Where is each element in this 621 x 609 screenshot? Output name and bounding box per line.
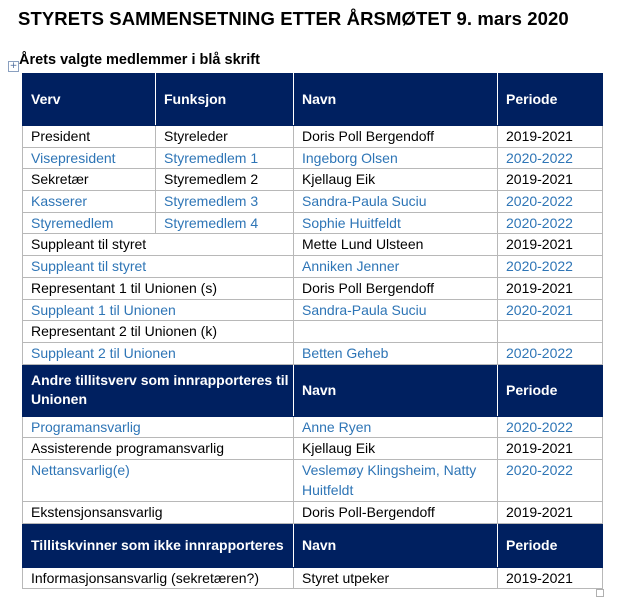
- cell-navn[interactable]: [294, 321, 498, 343]
- cell-verv[interactable]: Informasjonsansvarlig (sekretæren?): [23, 567, 294, 589]
- board-table: [22, 73, 603, 589]
- cell-funksjon[interactable]: Styreleder: [156, 126, 294, 148]
- cell-periode[interactable]: [498, 321, 603, 343]
- cell-verv[interactable]: Suppleant 2 til Unionen: [23, 342, 294, 364]
- cell-verv[interactable]: Suppleant til styret: [23, 256, 294, 278]
- header-other-roles: Andre tillitsverv som innrapporteres til Unionen: [23, 364, 294, 416]
- cell-periode[interactable]: 2020-2022: [498, 191, 603, 213]
- cell-periode[interactable]: 2019-2021: [498, 126, 603, 148]
- cell-verv[interactable]: Sekretær: [23, 169, 156, 191]
- table-row: [23, 342, 603, 364]
- cell-navn[interactable]: Ingeborg Olsen: [294, 147, 498, 169]
- cell-periode[interactable]: 2019-2021: [498, 567, 603, 589]
- cell-navn[interactable]: Kjellaug Eik: [294, 438, 498, 460]
- cell-funksjon[interactable]: Styremedlem 4: [156, 212, 294, 234]
- cell-verv[interactable]: Styremedlem: [23, 212, 156, 234]
- cell-navn[interactable]: Betten Geheb: [294, 342, 498, 364]
- cell-navn[interactable]: Kjellaug Eik: [294, 169, 498, 191]
- cell-periode[interactable]: 2019-2021: [498, 501, 603, 523]
- header-verv: Verv: [23, 74, 156, 126]
- cell-verv[interactable]: Ekstensjonsansvarlig: [23, 501, 294, 523]
- table-row: [23, 501, 603, 523]
- table-move-icon[interactable]: +: [9, 61, 18, 71]
- table-row: [23, 321, 603, 343]
- cell-periode[interactable]: 2020-2022: [498, 416, 603, 438]
- cell-funksjon[interactable]: Styremedlem 3: [156, 191, 294, 213]
- section2-header-row: [23, 364, 603, 416]
- cell-verv[interactable]: Suppleant til styret: [23, 234, 294, 256]
- table-row: [23, 169, 603, 191]
- cell-navn[interactable]: Doris Poll-Bergendoff: [294, 501, 498, 523]
- cell-verv[interactable]: Programansvarlig: [23, 416, 294, 438]
- table-row: [23, 416, 603, 438]
- cell-navn[interactable]: Doris Poll Bergendoff: [294, 126, 498, 148]
- cell-periode[interactable]: 2020-2022: [498, 256, 603, 278]
- subtitle: Årets valgte medlemmer i blå skrift: [19, 52, 260, 68]
- cell-periode[interactable]: 2019-2021: [498, 234, 603, 256]
- header-periode: Periode: [498, 364, 603, 416]
- cell-periode[interactable]: 2020-2021: [498, 299, 603, 321]
- cell-verv[interactable]: President: [23, 126, 156, 148]
- header-navn: Navn: [294, 523, 498, 567]
- table-row: [23, 126, 603, 148]
- table-row: [23, 438, 603, 460]
- cell-periode[interactable]: 2019-2021: [498, 438, 603, 460]
- cell-navn[interactable]: Anniken Jenner: [294, 256, 498, 278]
- table-row: [23, 191, 603, 213]
- section1-header-row: [23, 74, 603, 126]
- table-row: [23, 212, 603, 234]
- cell-periode[interactable]: 2020-2022: [498, 459, 603, 501]
- cell-verv[interactable]: Nettansvarlig(e): [23, 459, 294, 501]
- header-navn: Navn: [294, 364, 498, 416]
- cell-verv[interactable]: Representant 2 til Unionen (k): [23, 321, 294, 343]
- cell-navn[interactable]: Styret utpeker: [294, 567, 498, 589]
- cell-navn[interactable]: Sandra-Paula Suciu: [294, 299, 498, 321]
- cell-periode[interactable]: 2020-2022: [498, 212, 603, 234]
- table-row: [23, 147, 603, 169]
- table-row: [23, 234, 603, 256]
- table-resize-icon[interactable]: [596, 589, 604, 597]
- table-row: [23, 299, 603, 321]
- cell-verv[interactable]: Kasserer: [23, 191, 156, 213]
- cell-navn[interactable]: Anne Ryen: [294, 416, 498, 438]
- cell-periode[interactable]: 2020-2022: [498, 147, 603, 169]
- cell-periode[interactable]: 2019-2021: [498, 277, 603, 299]
- table-row: [23, 459, 603, 501]
- header-periode: Periode: [498, 74, 603, 126]
- header-funksjon: Funksjon: [156, 74, 294, 126]
- cell-navn[interactable]: Veslemøy Klingsheim, Natty Huitfeldt: [294, 459, 498, 501]
- section3-header-row: [23, 523, 603, 567]
- table-row: [23, 567, 603, 589]
- cell-funksjon[interactable]: Styremedlem 1: [156, 147, 294, 169]
- cell-periode[interactable]: 2019-2021: [498, 169, 603, 191]
- header-navn: Navn: [294, 74, 498, 126]
- header-non-reported: Tillitskvinner som ikke innrapporteres: [23, 523, 294, 567]
- table-row: [23, 256, 603, 278]
- cell-funksjon[interactable]: Styremedlem 2: [156, 169, 294, 191]
- cell-verv[interactable]: Suppleant 1 til Unionen: [23, 299, 294, 321]
- cell-navn[interactable]: Doris Poll Bergendoff: [294, 277, 498, 299]
- cell-navn[interactable]: Sophie Huitfeldt: [294, 212, 498, 234]
- table-row: [23, 277, 603, 299]
- cell-navn[interactable]: Sandra-Paula Suciu: [294, 191, 498, 213]
- cell-verv[interactable]: Assisterende programansvarlig: [23, 438, 294, 460]
- cell-verv[interactable]: Representant 1 til Unionen (s): [23, 277, 294, 299]
- header-periode: Periode: [498, 523, 603, 567]
- cell-periode[interactable]: 2020-2022: [498, 342, 603, 364]
- cell-verv[interactable]: Visepresident: [23, 147, 156, 169]
- page-title: STYRETS SAMMENSETNING ETTER ÅRSMØTET 9. mars 2020: [18, 8, 569, 29]
- cell-navn[interactable]: Mette Lund Ulsteen: [294, 234, 498, 256]
